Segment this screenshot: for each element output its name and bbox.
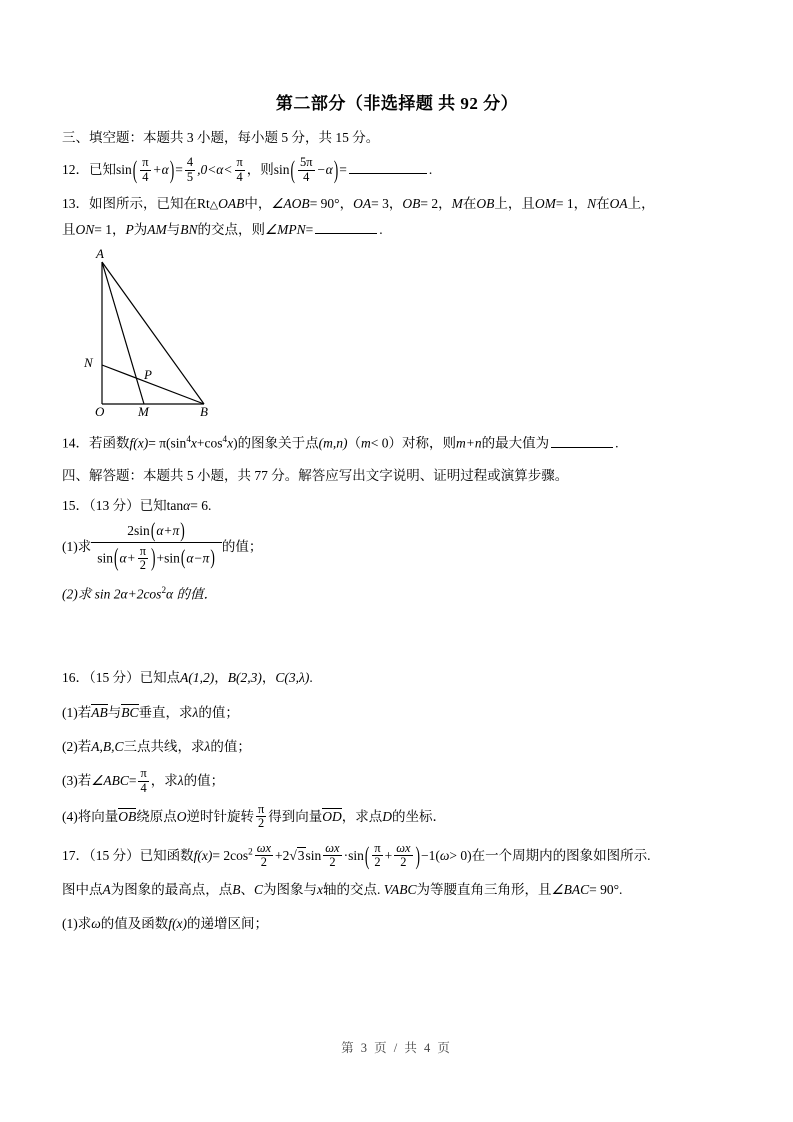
q14-mid: 的图象关于点 <box>237 435 319 451</box>
q14-cond-close: ） <box>388 435 402 451</box>
q13-oa: OA <box>353 195 372 211</box>
q13-triangle-symbol: △ <box>209 198 219 211</box>
q12-number: 12． <box>62 162 89 178</box>
q13-am: AM <box>147 221 167 237</box>
q17-tail: 在一个周期内的图象如图所示. <box>471 848 651 864</box>
q16-p2-abc: A,B,C <box>91 738 124 754</box>
q14-tail: 对称，则 <box>401 435 456 451</box>
question-13-line-1: 13．如图所示，已知在Rt△OAB中，∠AOB= 90°，OA= 3，OB= 2，M在OB上，且OM= 1，N在OA上， <box>62 195 655 211</box>
q14-sup4b: 4 <box>222 434 228 445</box>
question-16-part-2 <box>62 737 732 757</box>
q17-triangle-abc: ABC <box>391 881 417 897</box>
part-title: 第二部分（非选择题 共 92 分） <box>275 94 519 113</box>
q13-bn: BN <box>180 221 198 237</box>
q17-sin2: sin <box>348 848 364 864</box>
triangle-diagram-svg <box>76 246 306 421</box>
q17-line2-g: = 90°. <box>589 881 623 897</box>
question-14 <box>62 433 732 454</box>
q17-sqrt-body: 3 <box>297 848 305 864</box>
q13-line2-a: 且 <box>62 221 76 237</box>
q14-period: . <box>615 435 619 451</box>
q12-answer-blank[interactable] <box>349 162 427 174</box>
q12-minus-alpha: −α <box>316 162 333 178</box>
q14-m-plus-n: m+n <box>455 435 482 451</box>
question-17-part-1 <box>62 914 732 934</box>
q13-ob2: OB <box>476 195 495 211</box>
question-16-part-1 <box>62 703 732 723</box>
q16-p3-c: 的值； <box>183 773 225 789</box>
q17-s2b-fraction: $\frac{\omega x}{2}$ <box>396 841 411 870</box>
q16-point-c: C(3,λ) <box>275 670 310 686</box>
q14-plus: +cos <box>196 435 223 451</box>
question-17-stem-line-1: 17．（15 分）已知函数$f(x)= 2\cos^2$ $\frac{\omega x}{2}$ +2√3sin $\frac{\omega x}{2}$ ·sin( $\frac{\pi}{2}$ + $\frac{\omega x}{2}$ )−1(ω> 0)在一个周期内的图象如图所示. <box>62 841 651 870</box>
q13-om: OM <box>534 195 556 211</box>
q16-p4-o: O <box>176 808 187 824</box>
q12-arg2-fraction: $\frac{5\pi}{4}$ <box>300 155 313 184</box>
question-16-part-4 <box>62 803 732 830</box>
segment-AB <box>102 262 204 404</box>
q15-p1-fraction: 2sin(α+π) sin(α+ $\frac{\pi}{2}$ )+sin(α−π) <box>91 522 222 571</box>
q14-of-x: (x) <box>133 435 149 451</box>
q17-sin1: sin <box>305 848 322 864</box>
q13-answer-blank[interactable] <box>315 221 377 233</box>
q16-comma-1: ， <box>214 670 228 686</box>
q16-p1-lambda: λ <box>192 704 199 720</box>
q17-point-a: A <box>102 881 111 897</box>
q16-p3-b: ，求 <box>150 773 178 789</box>
q17-number: 17． <box>62 848 89 864</box>
q17-line2-e: 轴的交点. <box>323 881 381 897</box>
q16-p2-a: (2)若 <box>62 738 92 754</box>
q16-period: . <box>309 670 313 686</box>
q17-p1-fx: (x) <box>172 915 188 931</box>
figure-label-O: O <box>95 404 105 420</box>
q16-p4-point-d: D <box>382 808 393 824</box>
q14-x2: x <box>227 435 234 451</box>
question-17-stem-line-2 <box>62 880 732 900</box>
q16-p3-lambda: λ <box>177 773 184 789</box>
section-four-heading: 四、解答题：本题共 5 小题，共 77 分。解答应写出文字说明、证明过程或演算步骤。 <box>62 467 569 483</box>
q13-ob: OB <box>402 195 421 211</box>
q14-close: ) <box>233 435 238 451</box>
q14-lead: 若函数 <box>89 435 130 451</box>
q15-p1-suffix: 的值； <box>221 538 263 554</box>
question-15-part-1 <box>62 518 732 572</box>
q14-number: 14． <box>62 435 89 451</box>
q13-shang2: 上， <box>627 195 655 211</box>
q13-line1-b: 中， <box>244 195 272 211</box>
q15-score: （13 分） <box>89 498 140 514</box>
q17-lead: 已知函数 <box>139 848 194 864</box>
q15-p1-prefix: (1)求 <box>62 538 92 554</box>
q14-m-lt: m <box>360 435 371 451</box>
q12-eq2: = <box>339 162 347 178</box>
q17-p1-c: 的递增区间； <box>187 915 269 931</box>
q17-x-axis: x <box>317 881 324 897</box>
question-13-line-2: 且ON= 1，P为AM与BN的交点，则∠MPN= . <box>62 221 383 237</box>
q16-p4-f: 的坐标． <box>392 808 447 824</box>
q16-p3-fraction: $\frac{\pi}{4}$ <box>140 766 147 795</box>
q16-p2-c: 的值； <box>210 738 251 754</box>
q16-p4-b: 绕原点 <box>136 808 177 824</box>
q16-vector-ab: AB <box>91 704 108 720</box>
q13-n-point: N <box>587 195 597 211</box>
q17-point-b: B <box>232 881 241 897</box>
q12-period: . <box>428 162 433 178</box>
q12-range-fraction: $\frac{\pi}{4}$ <box>236 155 243 184</box>
q16-p3-a: (3)若 <box>62 773 92 789</box>
q17-point-c: C <box>254 881 264 897</box>
question-16-stem <box>62 668 732 688</box>
q17-angle-bac: ∠BAC <box>551 881 590 897</box>
q13-shang: 上，且 <box>494 195 535 211</box>
q16-lead: 已知点 <box>139 670 181 686</box>
q13-on-val: = 1 <box>94 221 113 237</box>
figure-label-A: A <box>96 246 104 262</box>
q12-plus-alpha: +α <box>152 162 169 178</box>
q17-wx-fraction: $\frac{\omega x}{2}$ <box>256 841 271 870</box>
q17-p1-omega: ω <box>91 915 101 931</box>
q13-line1-a: 如图所示，已知在 <box>89 195 197 211</box>
q17-dot: · <box>343 848 349 864</box>
q13-angle-aob: ∠AOB <box>271 195 310 211</box>
q13-wei: 为 <box>133 221 148 237</box>
q12-range: ,0<α< <box>197 162 233 178</box>
q17-f: f <box>193 848 198 864</box>
q15-number: 15． <box>62 498 89 514</box>
q13-angle-mpn: ∠MPN <box>265 221 306 237</box>
q15-alpha: α <box>183 498 191 514</box>
q12-then: ，则 <box>246 162 274 178</box>
q16-vector-ob: OB <box>118 808 137 824</box>
q16-p1-yu: 与 <box>107 704 122 720</box>
q17-p1-b: 的值及函数 <box>100 915 169 931</box>
q12-sin2: sin <box>273 162 290 178</box>
q17-eq: = 2cos <box>212 848 249 864</box>
figure-label-P: P <box>144 367 152 383</box>
question-12: 12．已知sin( $\frac{\pi}{4}$ +α)= $\frac{4}{5}$ ,0<α< $\frac{\pi}{4}$ ，则sin( $\frac{5\pi}{4}$ −α)= . <box>62 155 433 184</box>
q16-p4-d: 得到向量 <box>268 808 323 824</box>
q16-p4-e: ，求点 <box>341 808 383 824</box>
q16-p3-angle: ∠ABC <box>91 773 129 789</box>
figure-label-M: M <box>138 404 149 420</box>
q17-line2-b: 为图象的最高点，点 <box>110 881 233 897</box>
q15-p2-tail: α 的值． <box>166 586 217 602</box>
q16-vector-od: OD <box>322 808 342 824</box>
q13-eq90: = 90° <box>309 195 340 211</box>
section-three-heading: 三、填空题：本题共 3 小题，每小题 5 分，共 15 分。 <box>62 129 380 145</box>
q16-p4-a: (4)将向量 <box>62 808 119 824</box>
q15-p2-text: (2)求 sin 2α+2cos <box>62 586 162 602</box>
q16-p4-fraction: $\frac{\pi}{2}$ <box>258 801 265 830</box>
q17-sqrt-symbol: √ <box>289 848 297 864</box>
q13-p-point: P <box>125 221 134 237</box>
q12-pi4-fraction: $\frac{\pi}{4}$ <box>142 155 149 184</box>
q17-p1-f: f <box>168 915 173 931</box>
q13-om-val: = 1 <box>555 195 574 211</box>
q13-n-on-text: 在 <box>596 195 610 211</box>
q16-vector-bc: BC <box>121 704 139 720</box>
q14-answer-blank[interactable] <box>551 435 613 447</box>
q13-on: ON <box>75 221 95 237</box>
q16-point-b: B(2,3) <box>227 670 262 686</box>
q16-p2-lambda: λ <box>204 738 211 754</box>
q12-lead: 已知 <box>89 162 116 178</box>
segment-BN <box>102 365 204 404</box>
figure-label-N: N <box>84 355 93 371</box>
q13-period: . <box>379 221 383 237</box>
q16-p1-b: 垂直，求 <box>138 704 193 720</box>
q17-minus1: −1( <box>421 848 440 864</box>
q17-omega: ω <box>439 848 450 864</box>
q13-rt: Rt <box>197 195 210 211</box>
q13-m-on-text: 在 <box>462 195 477 211</box>
q17-p1-a: (1)求 <box>62 915 92 931</box>
q12-equals: = <box>175 162 183 178</box>
q16-p1-c: 的值； <box>198 704 239 720</box>
q17-s1-fraction: $\frac{\omega x}{2}$ <box>325 841 340 870</box>
q15-period: . <box>207 498 212 514</box>
q13-jiaodian: 的交点，则 <box>197 221 266 237</box>
q16-p4-c: 逆时针旋转 <box>186 808 254 824</box>
q17-plus: +2 <box>274 848 290 864</box>
spacer-after-q15 <box>62 607 732 665</box>
q13-oab: OAB <box>218 195 245 211</box>
q16-number: 16． <box>62 670 89 686</box>
q17-gt0: > 0) <box>449 848 472 864</box>
q16-point-a: A(1,2) <box>180 670 215 686</box>
q12-sin1: sin <box>116 162 132 178</box>
q14-cond-open: （ <box>347 435 361 451</box>
q16-p2-b: 三点共线，求 <box>123 738 205 754</box>
q17-line2-c: 、 <box>240 881 254 897</box>
question-15-part-2 <box>62 584 732 605</box>
q13-oa-val: = 3 <box>371 195 389 211</box>
q13-ob-val: = 2 <box>420 195 439 211</box>
q13-figure <box>76 246 306 421</box>
q15-eq6: = 6 <box>190 498 208 514</box>
q17-s2-plus: + <box>384 848 393 864</box>
q17-score: （15 分） <box>89 848 140 864</box>
q17-line2-a: 图中点 <box>62 881 103 897</box>
q17-line2-d: 为图象与 <box>263 881 318 897</box>
q13-oa2: OA <box>609 195 628 211</box>
question-16-part-3 <box>62 767 732 794</box>
q13-eq: = <box>305 221 314 237</box>
q16-score: （15 分） <box>89 670 140 686</box>
page-footer: 第 3 页 / 共 4 页 <box>341 1041 452 1055</box>
q15-tan: tan <box>166 498 184 514</box>
q17-triangle-v: V <box>383 881 392 897</box>
q16-p3-eq: = <box>128 773 137 789</box>
q14-tail2: 的最大值为 <box>481 435 550 451</box>
q14-lt0: < 0 <box>370 435 389 451</box>
q14-mn: (m,n) <box>318 435 348 451</box>
q17-line2-f: 为等腰直角三角形，且 <box>416 881 552 897</box>
segment-AM <box>102 262 144 404</box>
q16-comma-2: ， <box>261 670 276 686</box>
q13-number: 13． <box>62 195 89 211</box>
q12-value-fraction: $\frac{4}{5}$ <box>186 155 194 184</box>
page-content <box>62 92 732 937</box>
q17-of-x: (x) <box>197 848 213 864</box>
q14-equals: = π(sin <box>148 435 187 451</box>
q15-p2-sup: 2 <box>161 584 167 595</box>
q17-sup2: 2 <box>248 846 253 857</box>
q13-m-point: M <box>451 195 463 211</box>
q14-f: f <box>129 435 134 451</box>
q13-yu: 与 <box>166 221 181 237</box>
question-15-stem <box>62 496 732 516</box>
figure-label-B: B <box>200 404 208 420</box>
q14-sup4a: 4 <box>186 434 191 445</box>
q15-lead: 已知 <box>139 498 167 514</box>
q14-x1: x <box>190 435 197 451</box>
q17-s2a-fraction: $\frac{\pi}{2}$ <box>374 841 381 870</box>
q16-p1-a: (1)若 <box>62 704 92 720</box>
